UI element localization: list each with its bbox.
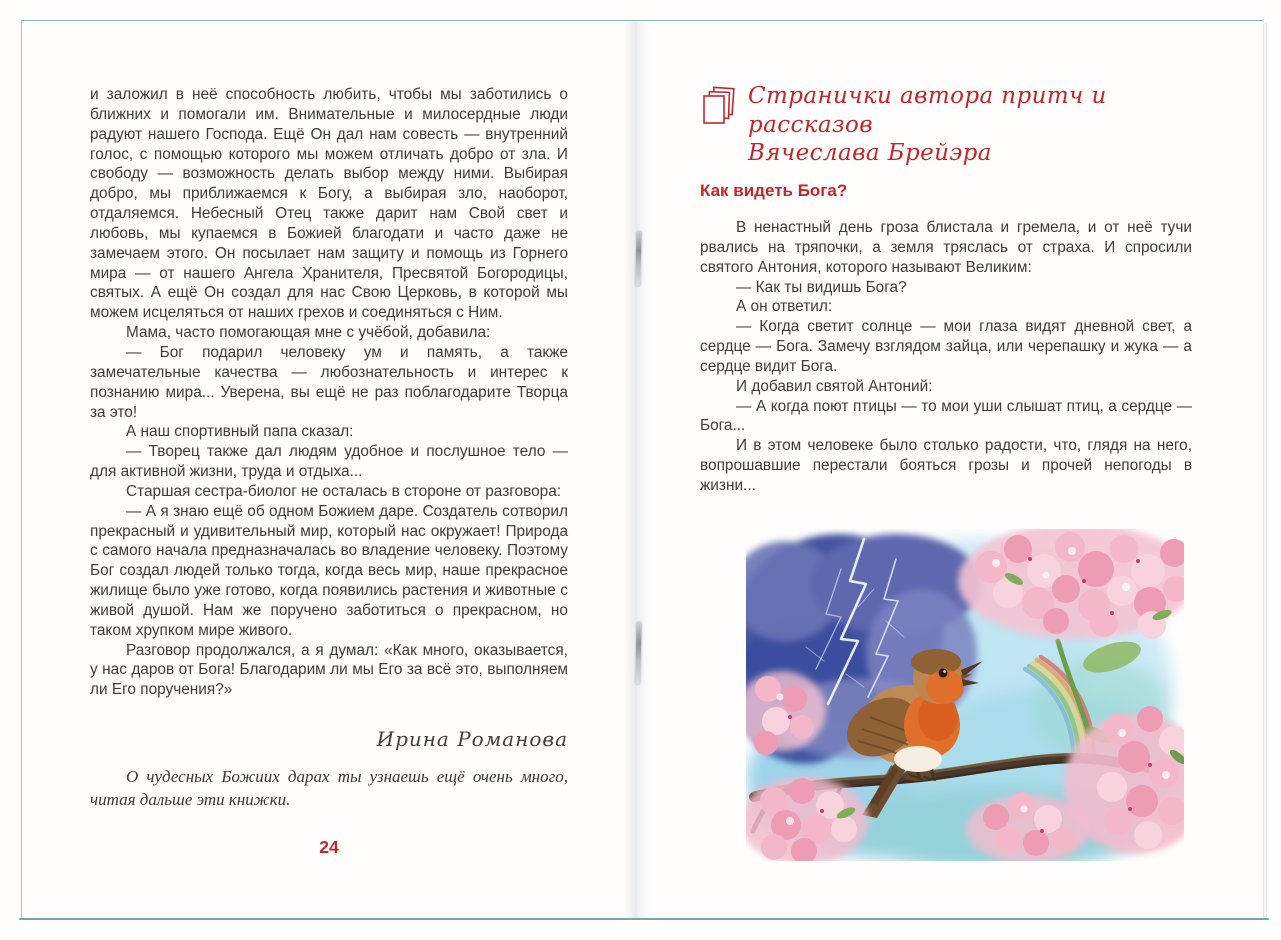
paragraph: Разговор продолжался, а я думал: «Как много, оказывается, у нас даров от Бога! Благодарим ли мы Его за всё это, выполняем ли Его поручения?» — [90, 641, 568, 699]
left-page-text — [90, 85, 568, 700]
paragraph: И добавил святой Антоний: — [736, 377, 933, 395]
story-title: Как видеть Бога? — [700, 181, 848, 200]
paragraph: — А когда поют птицы — то мои уши слышат птиц, а сердце — Бога... — [700, 397, 1192, 435]
paragraph: — Как ты видишь Бога? — [736, 278, 907, 296]
paragraph: А наш спортивный папа сказал: — [126, 423, 354, 441]
section-title-line2: Вячеслава Брейэра — [748, 140, 992, 166]
paragraph: Мама, часто помогающая мне с учёбой, добавила: — [126, 324, 491, 342]
right-page-text — [700, 218, 1192, 496]
paragraph: А он ответил: — [736, 298, 833, 316]
pages-icon — [701, 86, 737, 130]
page-number: 24 — [319, 837, 339, 857]
paragraph: — Бог подарил человеку ум и память, а также замечательные качества — любознательность и интерес к познанию мира... Уверена, вы ещё не раз поблагодарите Творца за это! — [90, 343, 568, 421]
book-edge-left — [21, 20, 22, 918]
story-illustration — [746, 529, 1184, 862]
paragraph: В ненастный день гроза блистала и гремела, и от неё тучи рвались на тряпочки, а земля тряслась от страха. И спросили святого Антония, которого называют Великим: — [700, 219, 1192, 276]
paragraph: и заложил в неё способность любить, чтобы мы заботились о ближних и помогали им. Внимательные и милосердные люди радуют нашего Господа. Ещё Он дал нам совесть — внутренний голос, с помощью которого мы можем отличать добро от зла. И свободу — возможность делать выбор между ними. Выбирая добро, мы приближаемся к Богу, а выбирая зло, наоборот, отдаляемся. Небесный Отец также дарит нам Свой свет и любовь, мы купаемся в Божией благодати и часто даже не замечаем этого. Он посылает нам защиту и помощь из Горнего мира — от нашего Ангела Хранителя, Пресвятой Богородицы, святых. А ещё Он создал для нас Свою Церковь, в которой мы можем исцеляться от наших грехов и соединяться с Ним. — [90, 86, 568, 322]
author-signature: Ирина Романова — [376, 727, 568, 751]
paragraph: — Творец также дал людям удобное и послушное тело — для активной жизни, труда и отдыха... — [90, 443, 568, 481]
paragraph: Старшая сестра-биолог не осталась в стороне от разговора: — [126, 482, 562, 500]
paragraph: И в этом человеке было столько радости, что, глядя на него, вопрошавшие перестали бояться грозы и прочей непогоды в жизни... — [700, 437, 1192, 494]
editorial-note: О чудесных Божиих дарах ты узнаешь ещё очень много, читая дальше эти книжки. — [90, 767, 568, 809]
section-title-line1: Странички автора притч и рассказов — [748, 83, 1107, 138]
page-fore-edge — [1261, 23, 1270, 917]
spine — [624, 21, 650, 918]
paragraph: — Когда светит солнце — мои глаза видят дневной свет, а сердце — Бога. Замечу взглядом зайца, или черепашку и жука — а сердце видит Бога. — [700, 318, 1192, 375]
paragraph: — А я знаю ещё об одном Божием даре. Создатель сотворил прекрасный и удивительный мир, который нас окружает! Природа с самого начала предназначалась во владение человеку. Поэтому Бог создал людей только тогда, когда весь мир, наше прекрасное жилище было уже готово, когда появились растения и животные с живой душой. Нам же поручено заботиться о прекрасном, но таком хрупком мире живого. — [90, 502, 568, 639]
book-edge-bottom — [19, 918, 1269, 920]
section-title — [748, 82, 1208, 168]
